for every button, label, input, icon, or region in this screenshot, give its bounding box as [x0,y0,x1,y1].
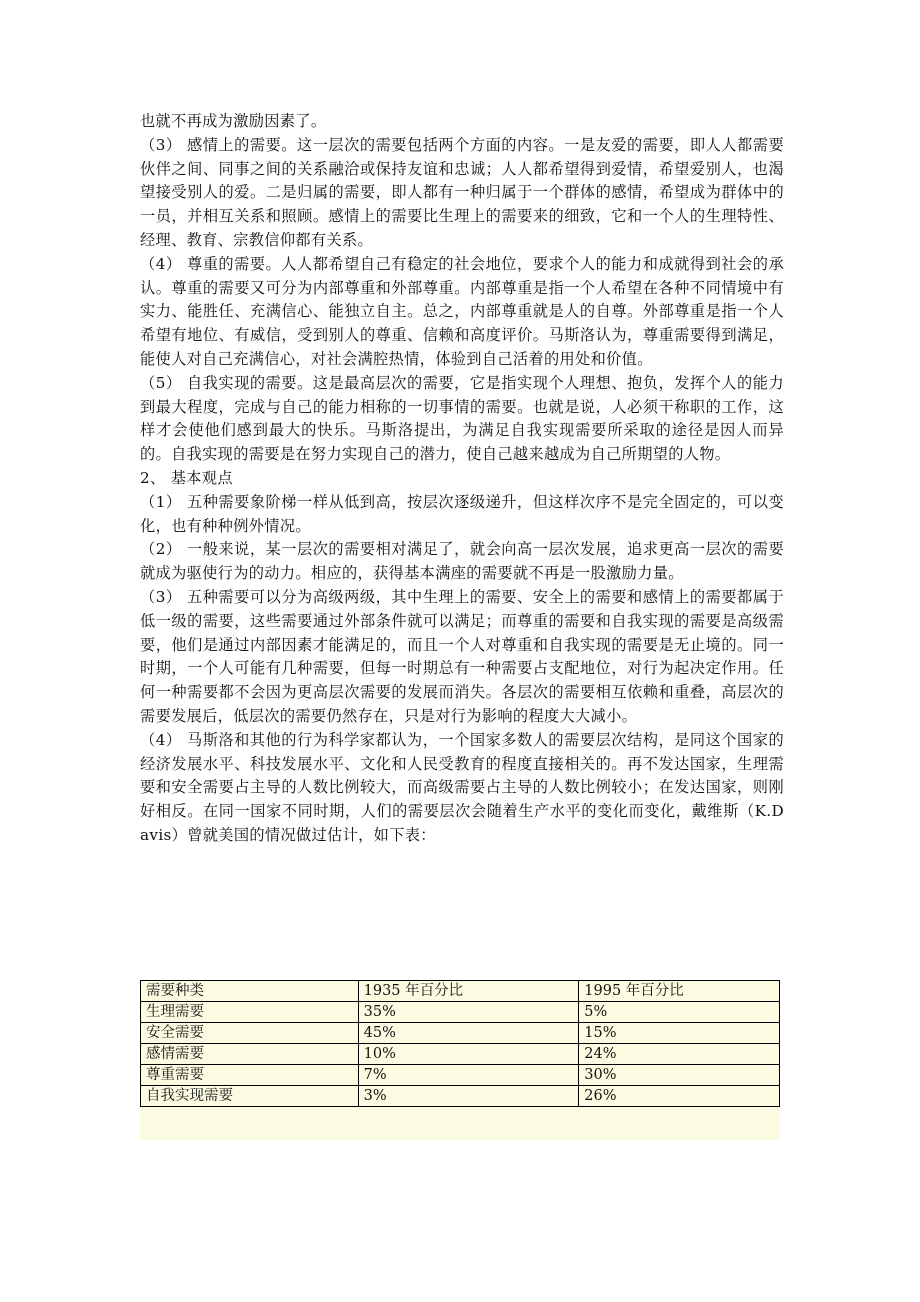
section-heading-basic-views: 2、 基本观点 [140,468,233,487]
table-cell: 自我实现需要 [141,1086,359,1107]
table-cell: 3% [358,1086,579,1107]
table-cell: 30% [579,1065,780,1086]
paragraph-emotional-needs: （3） 感情上的需要。这一层次的需要包括两个方面的内容。一是友爱的需要，即人人都需要伙伴之间、同事之间的关系融洽或保持友谊和忠诚；人人都希望得到爱情，希望爱别人，也渴望接受别人的爱。二是归属的需要，即人都有一种归属于一个群体的感情，希望成为群体中的一员，并相互关系和照顾。感情上的需要比生理上的需要来的细致，它和一个人的生理特性、经理、教育、宗教信仰都有关系。 [140,135,784,249]
table-header-cell: 1935 年百分比 [358,981,579,1002]
document-body [140,110,784,848]
paragraph-continuation: 也就不再成为激励因素了。 [140,112,327,130]
needs-table-container [140,980,780,1140]
table-header-cell: 1995 年百分比 [579,981,780,1002]
paragraph-esteem-needs: （4） 尊重的需要。人人都希望自己有稳定的社会地位，要求个人的能力和成就得到社会的承认。尊重的需要又可分为内部尊重和外部尊重。内部尊重是指一个人希望在各种不同情境中有实力、能胜任、充满信心、能独立自主。总之，内部尊重就是人的自尊。外部尊重是指一个人希望有地位、有威信，受到别人的尊重、信赖和高度评价。马斯洛认为，尊重需要得到满足，能使人对自己充满信心，对社会满腔热情，体验到自己活着的用处和价值。 [140,254,784,368]
paragraph-view-4: （4） 马斯洛和其他的行为科学家都认为，一个国家多数人的需要层次结构，是同这个国家的经济发展水平、科技发展水平、文化和人民受教育的程度直接相关的。再不发达国家，生理需要和安全需要占主导的人数比例较大，而高级需要占主导的人数比例较小；在发达国家，则刚好相反。在同一国家不同时期，人们的需要层次会随着生产水平的变化而变化，戴维斯（K.Davis）曾就美国的情况做过估计，如下表： [140,730,784,844]
table-cell: 10% [358,1044,579,1065]
table-row [141,1002,780,1023]
needs-percentage-table [140,980,780,1107]
table-cell: 26% [579,1086,780,1107]
paragraph-view-1: （1） 五种需要象阶梯一样从低到高，按层次逐级递升，但这样次序不是完全固定的，可以变化，也有种种例外情况。 [140,492,784,535]
paragraph-view-2: （2） 一般来说，某一层次的需要相对满足了，就会向高一层次发展，追求更高一层次的需要就成为驱使行为的动力。相应的，获得基本满座的需要就不再是一股激励力量。 [140,540,784,583]
table-cell: 15% [579,1023,780,1044]
table-header-cell: 需要种类 [141,981,359,1002]
table-cell: 安全需要 [141,1023,359,1044]
table-cell: 尊重需要 [141,1065,359,1086]
table-cell: 45% [358,1023,579,1044]
table-cell: 5% [579,1002,780,1023]
table-cell: 感情需要 [141,1044,359,1065]
table-row [141,1086,780,1107]
table-cell: 24% [579,1044,780,1065]
paragraph-self-actualization: （5） 自我实现的需要。这是最高层次的需要，它是指实现个人理想、抱负，发挥个人的能力到最大程度，完成与自己的能力相称的一切事情的需要。也就是说，人必须干称职的工作，这样才会使他们感到最大的快乐。马斯洛提出，为满足自我实现需要所采取的途径是因人而异的。自我实现的需要是在努力实现自己的潜力，使自己越来越成为自己所期望的人物。 [140,373,784,464]
table-header-row [141,981,780,1002]
table-cell: 生理需要 [141,1002,359,1023]
table-row [141,1023,780,1044]
table-row [141,1044,780,1065]
table-row [141,1065,780,1086]
paragraph-view-3: （3） 五种需要可以分为高级两级，其中生理上的需要、安全上的需要和感情上的需要都属于低一级的需要，这些需要通过外部条件就可以满足；而尊重的需要和自我实现的需要是高级需要，他们是通过内部因素才能满足的，而且一个人对尊重和自我实现的需要是无止境的。同一时期，一个人可能有几种需要，但每一时期总有一种需要占支配地位，对行为起决定作用。任何一种需要都不会因为更高层次需要的发展而消失。各层次的需要相互依赖和重叠，高层次的需要发展后，低层次的需要仍然存在，只是对行为影响的程度大大减小。 [140,587,784,725]
table-cell: 7% [358,1065,579,1086]
table-cell: 35% [358,1002,579,1023]
